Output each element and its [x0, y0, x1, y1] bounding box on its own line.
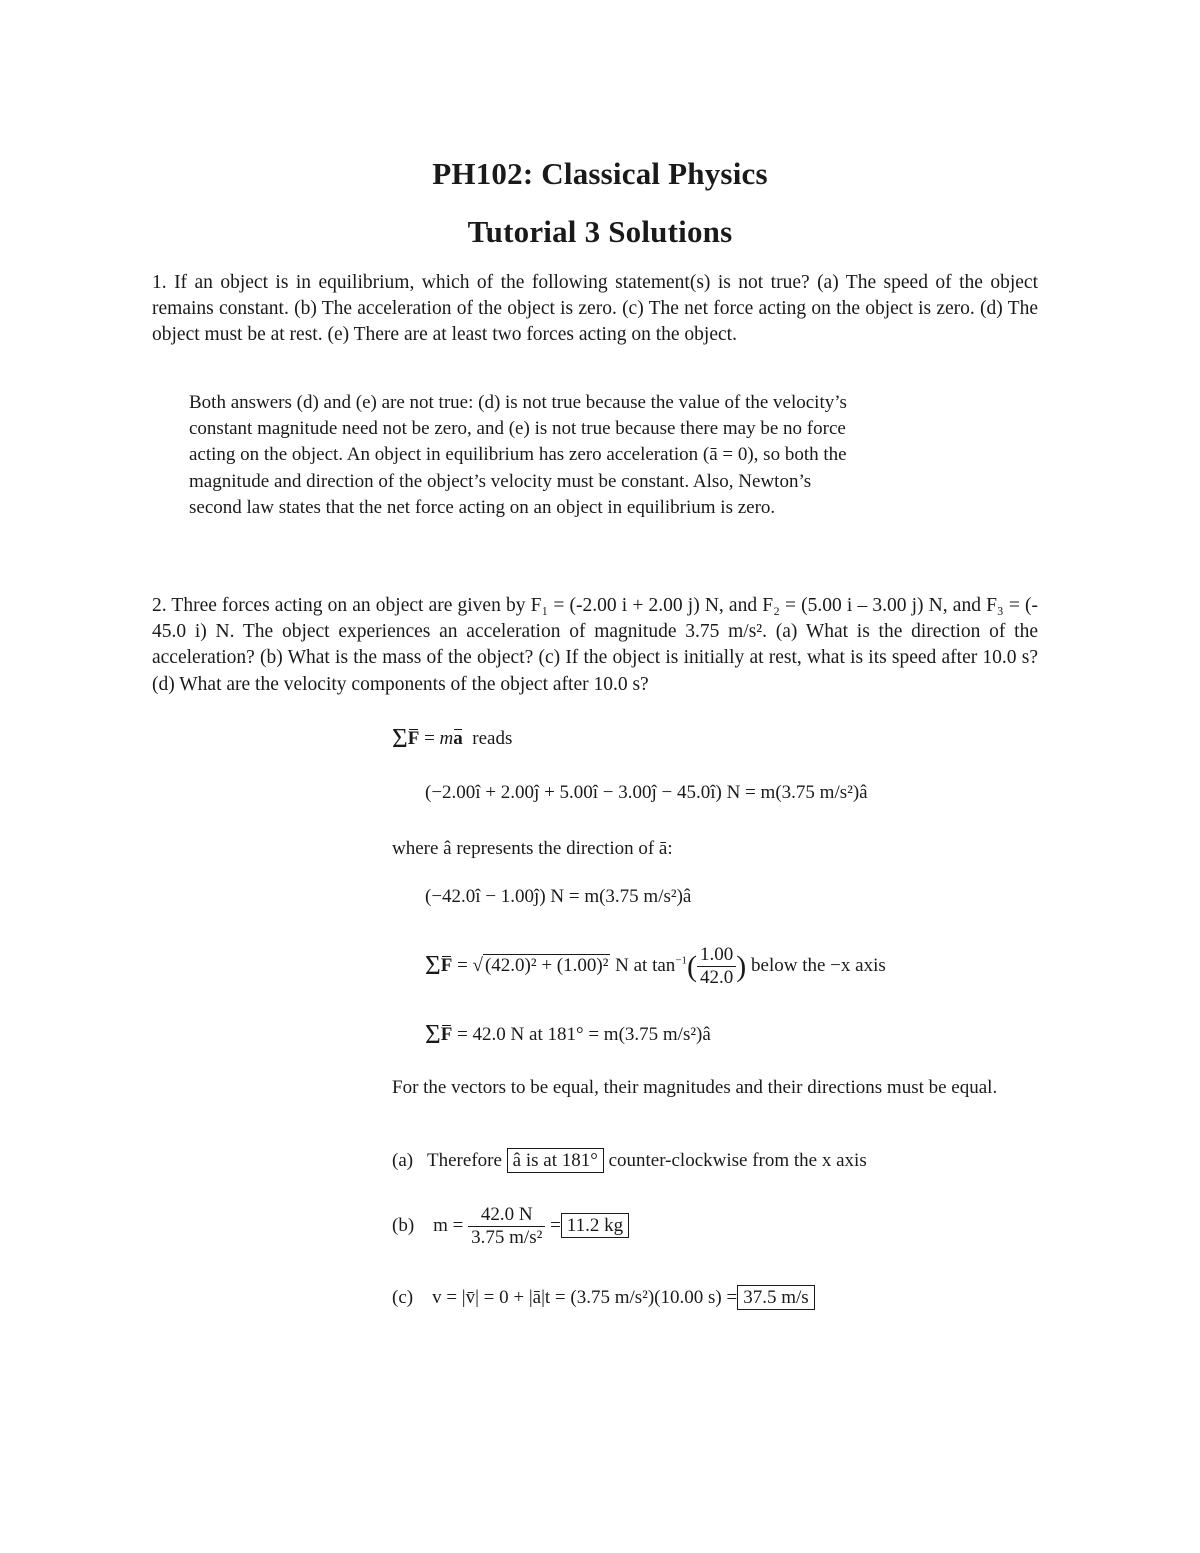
question-1: 1. If an object is in equilibrium, which of the following statement(s) is not true? (a) The speed of the object remains constant. (b) The acceleration of the object is zero. (c) The net force acting on the object is zero. (d) The object must be at rest. (e) There are at least two forces acting on the object. [152, 272, 1038, 346]
mass-numerator: 42.0 N [480, 1204, 533, 1225]
equation-newton-law: ΣF = ma reads [392, 723, 513, 753]
part-b-answer: (b) m = $\frac{42.0 N}{\text{3.75 m/s²}}$ = 11.2 kg [392, 1204, 629, 1249]
mass-denominator: 3.75 m/s² [468, 1226, 545, 1249]
equation-result-181: ΣF = 42.0 N at 181° = m(3.75 m/s²)â [425, 1019, 711, 1049]
angle-denominator: 42.0 [697, 966, 736, 989]
part-a-answer [392, 1150, 867, 1172]
angle-numerator: 1.00 [700, 944, 734, 965]
answer-1: Both answers (d) and (e) are not true: (d) is not true because the value of the velocity’s constant magnitude need not be zero, and (e) is not true because there may be no force acting on the object. An object in equilibrium has zero acceleration (ā = 0), so both the magnitude and direction of the object’s velocity must be constant. Also, Newton’s second law states that the net force acting on an object in equilibrium is zero. [189, 392, 847, 518]
eq4-mid-text: N at tan [615, 954, 676, 976]
eq5-text: = 42.0 N at 181° = m(3.75 m/s²)â [457, 1024, 711, 1045]
question-2: 2. Three forces acting on an object are given by F₁ = (-2.00 i + 2.00 j) N, and F₂ = (5.00 i – 3.00 j) N, and F₃ = (- 45.0 i) N. The object experiences an acceleration of magnitude 3.75 m/s². (a) What is the direction of the acceleration? (b) What is the mass of the object? (c) If the object is initially at rest, what is its speed after 10.0 s? (d) What are the velocity components of the object after 10.0 s? [152, 595, 1038, 695]
part-b-boxed-answer: 11.2 kg [561, 1213, 629, 1238]
equation-force-sum: (−2.00î + 2.00ĵ + 5.00î − 3.00ĵ − 45.0î) N = m(3.75 m/s²)â [425, 782, 868, 803]
mass-fraction [468, 1204, 545, 1249]
equal-vectors-text: For the vectors to be equal, their magnitudes and their directions must be equal. [392, 1077, 998, 1098]
part-a-text: Therefore [427, 1150, 502, 1171]
angle-fraction [697, 944, 736, 989]
part-c-boxed-answer: 37.5 m/s [737, 1285, 814, 1310]
course-title: PH102: Classical Physics [432, 156, 768, 191]
part-a-label: (a) [392, 1150, 414, 1171]
equation-reads-label: reads [472, 728, 513, 749]
part-a-boxed-answer: â is at 181° [507, 1148, 604, 1173]
page-subtitle: Tutorial 3 Solutions [467, 214, 733, 249]
part-b-label: (b) [392, 1214, 415, 1236]
eq4-tail-text: below the −x axis [751, 954, 886, 976]
sqrt-expression: (42.0)² + (1.00)² [484, 954, 609, 976]
equation-magnitude-angle: ΣF = √ (42.0)² + (1.00)² N at $\tan^{-1}$( $\frac{1.00}{42.0}$ ) below the −x axis [425, 944, 886, 988]
equation-resultant: (−42.0î − 1.00ĵ) N = m(3.75 m/s²)â [425, 886, 692, 907]
part-c-answer [392, 1287, 815, 1309]
part-b-m: m = [433, 1214, 464, 1236]
part-c-label: (c) [392, 1287, 414, 1308]
where-direction-text: where â represents the direction of ā: [392, 838, 673, 859]
part-c-text: v = |v̄| = 0 + |ā|t = (3.75 m/s²)(10.00 s) = [432, 1287, 738, 1308]
part-a-tail: counter-clockwise from the x axis [608, 1150, 867, 1171]
